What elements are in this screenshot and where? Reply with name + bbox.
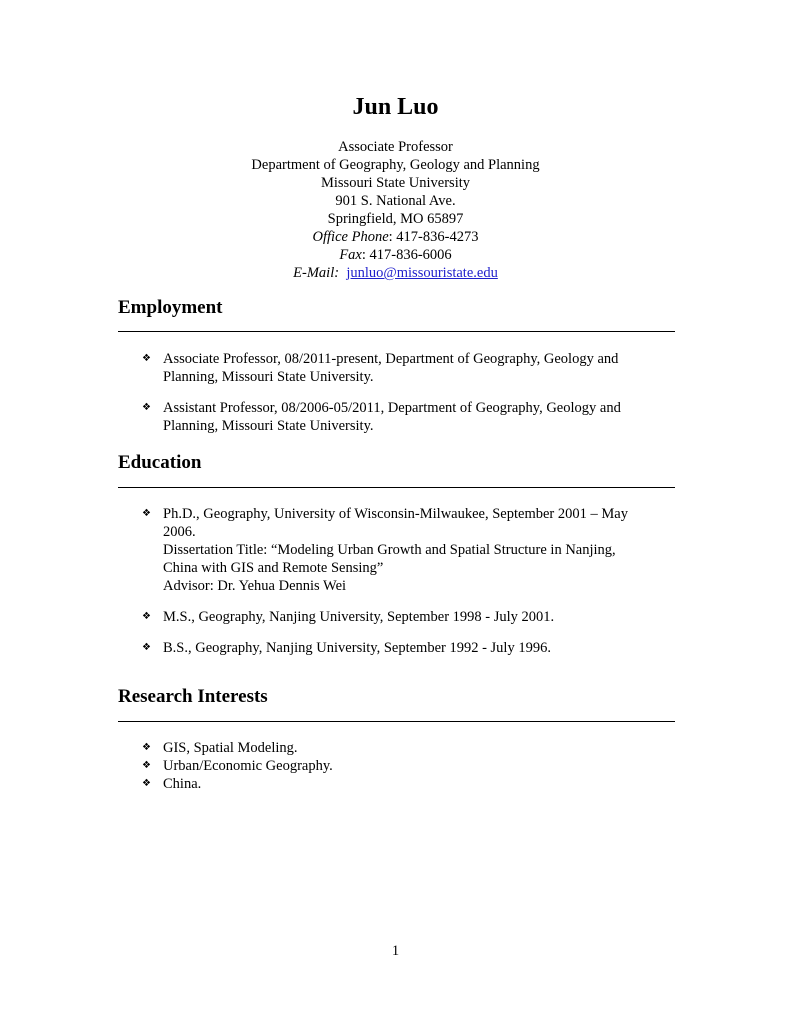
item-line: Dissertation Title: “Modeling Urban Growth and Spatial Structure in Nanjing, [163,542,616,558]
education-list [118,505,675,657]
item-line: 2006. [163,524,196,540]
employment-divider [118,331,675,332]
fax-label: Fax [339,247,362,263]
item-line: Urban/Economic Geography. [163,758,333,774]
office-phone [0,228,791,246]
office-phone-label: Office Phone [312,229,389,245]
item-line: Ph.D., Geography, University of Wisconsin-Milwaukee, September 2001 – May [163,506,628,522]
item-line: Associate Professor, 08/2011-present, Department of Geography, Geology and [163,351,619,367]
research-heading: Research Interests [118,686,268,707]
email [0,264,791,282]
education-divider [118,487,675,488]
bullet-icon: ❖ [142,353,151,364]
author-name: Jun Luo [352,94,439,120]
list-item [118,399,675,435]
item-line: China. [163,776,202,792]
item-line: M.S., Geography, Nanjing University, September 1998 - July 2001. [163,609,555,625]
bullet-icon: ❖ [142,742,151,753]
list-item [118,775,675,793]
employment-heading: Employment [118,297,223,318]
list-item [118,608,675,626]
bullet-icon: ❖ [142,508,151,519]
contact-block [0,138,791,282]
university: Missouri State University [320,175,471,191]
office-phone-value: : 417-836-4273 [388,229,479,245]
item-line: Planning, Missouri State University. [163,369,374,385]
list-item [118,350,675,386]
bullet-icon: ❖ [142,611,151,622]
email-link[interactable]: junluo@missouristate.edu [346,265,498,281]
item-line: China with GIS and Remote Sensing” [163,560,384,576]
list-item [118,505,675,595]
bullet-icon: ❖ [142,642,151,653]
fax-value: : 417-836-6006 [361,247,452,263]
research-divider [118,721,675,722]
bullet-icon: ❖ [142,402,151,413]
research-list [118,739,675,793]
street-address: 901 S. National Ave. [335,193,456,209]
fax [0,246,791,264]
employment-list [118,350,675,435]
page-number: 1 [391,943,400,959]
list-item [118,639,675,657]
list-item [118,757,675,775]
item-line: Assistant Professor, 08/2006-05/2011, Department of Geography, Geology and [163,400,621,416]
city-address: Springfield, MO 65897 [327,211,464,227]
item-line: B.S., Geography, Nanjing University, September 1992 - July 1996. [163,640,551,656]
department: Department of Geography, Geology and Planning [251,157,540,173]
education-heading: Education [118,452,202,473]
item-line: Advisor: Dr. Yehua Dennis Wei [163,578,347,594]
email-label: E-Mail: [293,265,340,281]
list-item [118,739,675,757]
item-line: GIS, Spatial Modeling. [163,740,298,756]
job-title: Associate Professor [338,139,453,155]
bullet-icon: ❖ [142,760,151,771]
item-line: Planning, Missouri State University. [163,418,374,434]
bullet-icon: ❖ [142,778,151,789]
